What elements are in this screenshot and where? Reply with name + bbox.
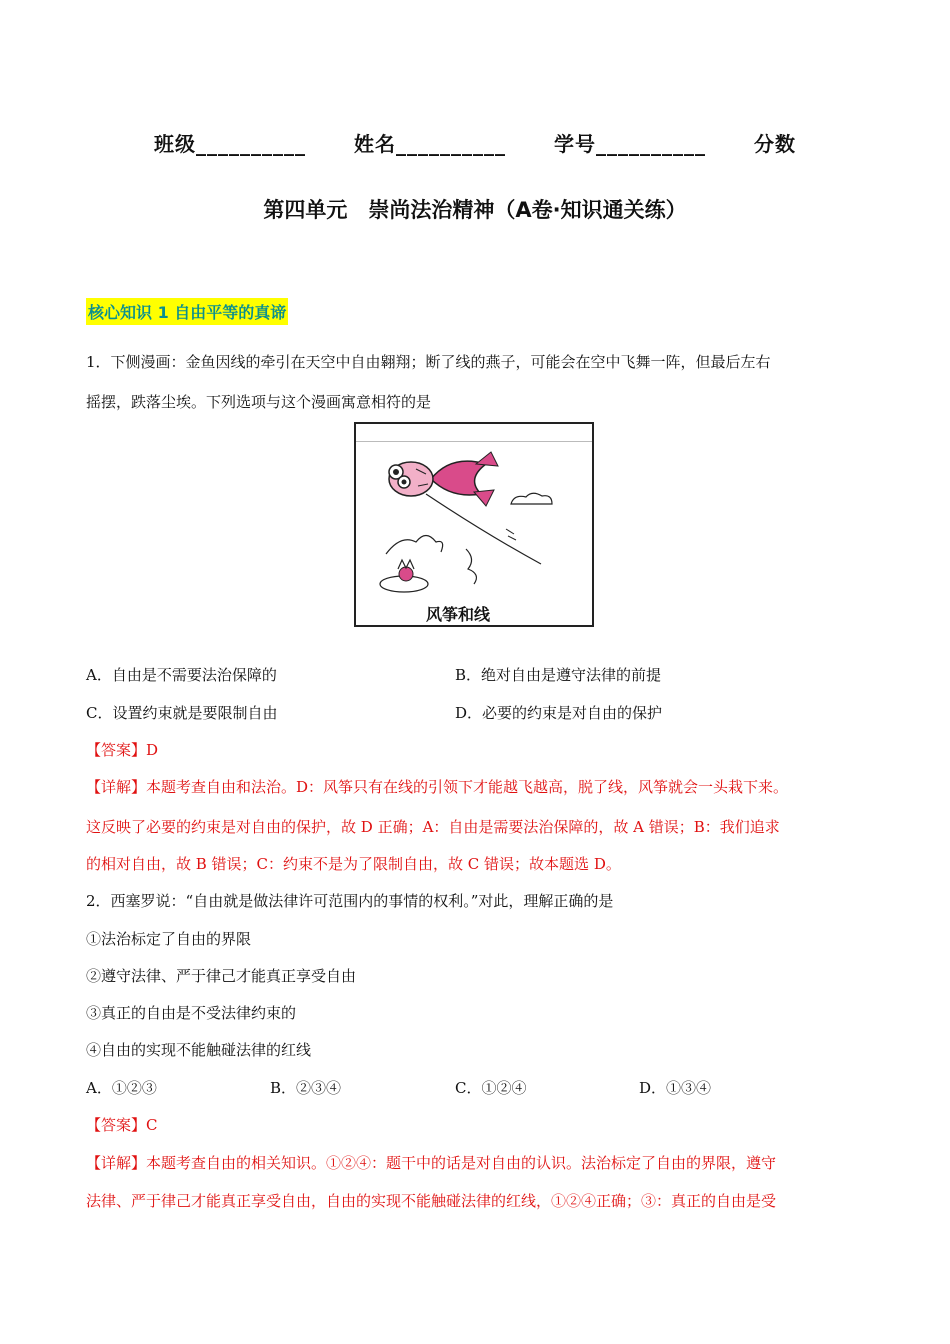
q2-detail-line2: 法律、严于律己才能真正享受自由，自由的实现不能触碰法律的红线，①②④正确；③：真正的自由是受 bbox=[86, 1192, 777, 1210]
q2-detail-line1: 【详解】本题考查自由的相关知识。①②④：题干中的话是对自由的认识。法治标定了自由的界限，遵守 bbox=[86, 1154, 777, 1172]
header-info-row bbox=[0, 128, 950, 157]
q1-detail-line1: 【详解】本题考查自由和法治。D：风筝只有在线的引领下才能越飞越高，脱了线，风筝就会一头栽下来。 bbox=[86, 778, 789, 796]
name-field-label: 姓名__________ bbox=[354, 132, 507, 156]
section-heading: 核心知识 1 自由平等的真谛 bbox=[86, 298, 288, 325]
q1-answer: 【答案】D bbox=[86, 741, 159, 759]
q2-item-4: ④自由的实现不能触碰法律的红线 bbox=[86, 1041, 312, 1059]
q2-option-b: B．②③④ bbox=[270, 1079, 342, 1097]
q1-detail-line3: 的相对自由，故 B 错误；C：约束不是为了限制自由，故 C 错误；故本题选 D。 bbox=[86, 855, 621, 873]
q1-option-c: C．设置约束就是要限制自由 bbox=[86, 704, 278, 722]
kite-cartoon-illustration bbox=[356, 424, 592, 625]
q2-option-a: A．①②③ bbox=[86, 1079, 157, 1097]
q1-option-b: B．绝对自由是遵守法律的前提 bbox=[455, 666, 662, 684]
q1-detail-line2: 这反映了必要的约束是对自由的保护，故 D 正确；A：自由是需要法治保障的，故 A 错误；B：我们追求 bbox=[86, 818, 780, 836]
q2-item-3: ③真正的自由是不受法律约束的 bbox=[86, 1004, 297, 1022]
cloud-icon bbox=[511, 493, 552, 504]
q1-option-a: A．自由是不需要法治保障的 bbox=[86, 666, 277, 684]
cartoon-figure bbox=[354, 422, 594, 627]
q2-item-2: ②遵守法律、严于律己才能真正享受自由 bbox=[86, 967, 357, 985]
student-id-field-label: 学号__________ bbox=[553, 132, 706, 156]
score-field-label: 分数 bbox=[753, 132, 796, 156]
q2-option-d: D．①③④ bbox=[639, 1079, 712, 1097]
q1-stem-line1: 1．下侧漫画：金鱼因线的牵引在天空中自由翱翔；断了线的燕子，可能会在空中飞舞一阵，但最后左右 bbox=[86, 353, 771, 371]
q1-option-d: D．必要的约束是对自由的保护 bbox=[455, 704, 663, 722]
figure-caption: 风筝和线 bbox=[426, 605, 491, 624]
goldfish-kite-icon bbox=[389, 452, 498, 506]
q2-option-c: C．①②④ bbox=[455, 1079, 527, 1097]
class-field-label: 班级__________ bbox=[154, 132, 307, 156]
q2-answer: 【答案】C bbox=[86, 1116, 158, 1134]
q1-stem-line2: 摇摆，跌落尘埃。下列选项与这个漫画寓意相符的是 bbox=[86, 393, 432, 411]
q2-item-1: ①法治标定了自由的界限 bbox=[86, 930, 252, 948]
q2-stem: 2．西塞罗说：“自由就是做法律许可范围内的事情的权利。”对此，理解正确的是 bbox=[86, 892, 614, 910]
document-title: 第四单元 崇尚法治精神（A卷·知识通关练） bbox=[263, 198, 687, 222]
wind-swirl bbox=[386, 536, 443, 555]
